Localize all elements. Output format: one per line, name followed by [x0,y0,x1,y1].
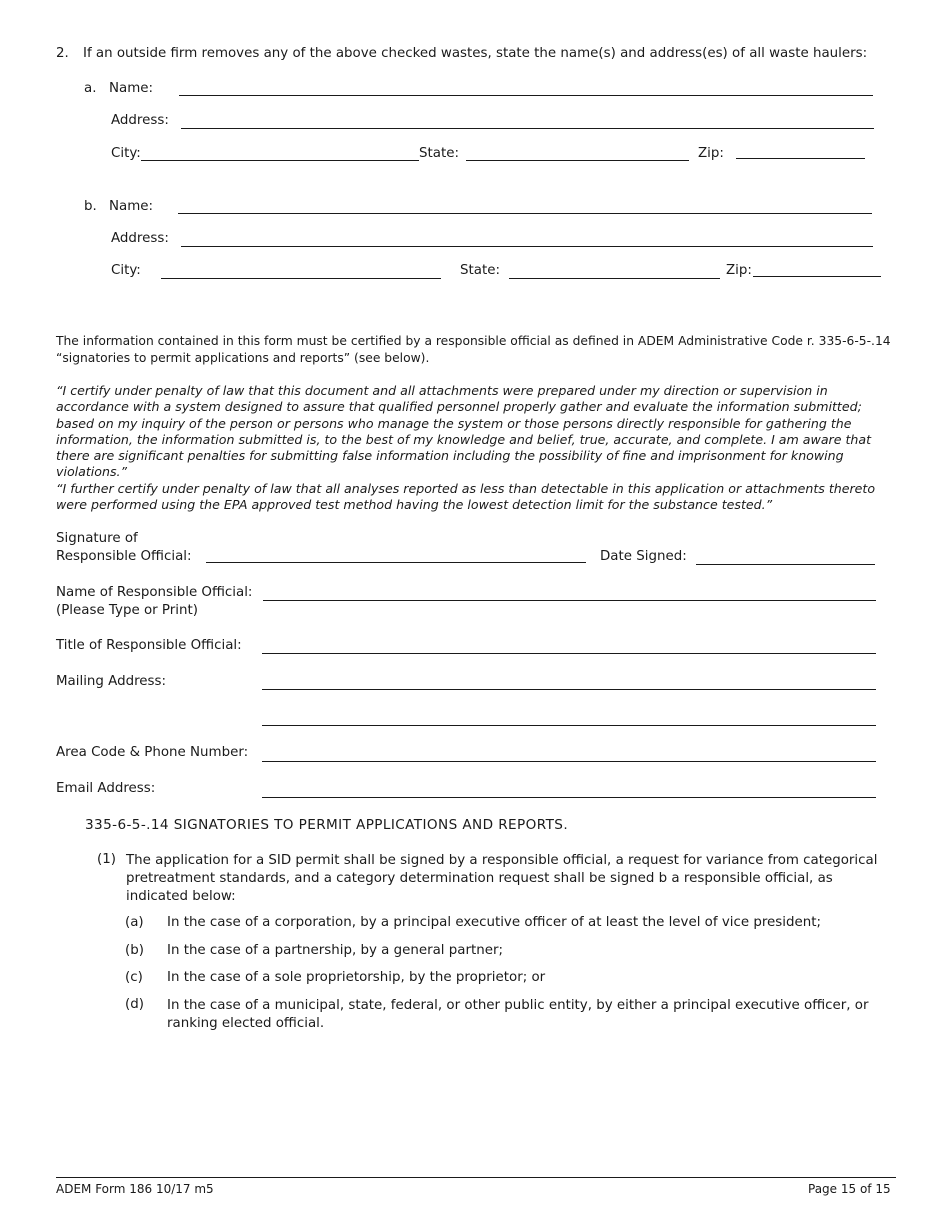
date-signed-label: Date Signed: [600,549,687,564]
official-name-label: Name of Responsible Official: [56,585,253,600]
official-title-label: Title of Responsible Official: [56,638,242,653]
subitem-b-letter: (b) [125,943,144,958]
date-signed-field[interactable] [696,564,875,565]
hauler-b-address-field[interactable] [181,246,873,247]
email-label: Email Address: [56,781,156,796]
certification-statement-1: “I certify under penalty of law that this document and all attachments were prepared under my direction or supervision in accordance with a system designed to assure that qualified personnel properly gather and evaluate the information submitted; based on my inquiry of the person or persons who manage the system or those persons directly responsible for gathering the information, the information submitted is, to the best of my knowledge and belief, true, accurate, and complete. I am aware that there are significant penalties for submitting false information including the possibility of fine and imprisonment for knowing violations.” [56,383,872,480]
hauler-b-zip-label: Zip: [726,263,752,278]
hauler-b-state-label: State: [460,263,500,278]
hauler-b-name-field[interactable] [178,213,872,214]
hauler-b-address-label: Address: [111,231,169,246]
email-field[interactable] [262,797,876,798]
question-number: 2. [56,46,69,61]
subitem-d-text: In the case of a municipal, state, federal, or other public entity, by either a principal executive officer, or ranking elected official. [167,998,869,1031]
phone-field[interactable] [262,761,876,762]
regulation-heading: 335-6-5-.14 SIGNATORIES TO PERMIT APPLICATIONS AND REPORTS. [85,817,569,833]
mailing-address-field-1[interactable] [262,689,876,690]
official-title-field[interactable] [262,653,876,654]
subitem-d-letter: (d) [125,997,144,1012]
subitem-a-letter: (a) [125,915,144,930]
signature-label-line1: Signature of [56,531,138,546]
hauler-a-state-field[interactable] [466,160,689,161]
subitem-b-text: In the case of a partnership, by a general partner; [167,943,503,958]
hauler-b-city-label: City: [111,263,141,278]
hauler-a-zip-label: Zip: [698,146,724,161]
footer-divider [56,1177,896,1178]
subitem-c-text: In the case of a sole proprietorship, by the proprietor; or [167,970,546,985]
hauler-a-city-field[interactable] [141,160,419,161]
hauler-a-letter: a. [84,81,97,96]
hauler-b-zip-field[interactable] [753,276,881,277]
footer-form-id: ADEM Form 186 10/17 m5 [56,1182,214,1196]
hauler-a-address-field[interactable] [181,128,874,129]
hauler-b-letter: b. [84,199,97,214]
official-name-sublabel: (Please Type or Print) [56,603,198,618]
phone-label: Area Code & Phone Number: [56,745,249,760]
hauler-b-city-field[interactable] [161,278,441,279]
certification-statement-2: “I further certify under penalty of law that all analyses reported as less than detectable in this application or attachments thereto were performed using the EPA approved test method having the lowest detection limit for the substance tested.” [56,481,876,513]
hauler-b-state-field[interactable] [509,278,720,279]
mailing-address-label: Mailing Address: [56,674,167,689]
signature-label-line2: Responsible Official: [56,549,192,564]
certification-intro-line1: The information contained in this form must be certified by a responsible official as defined in ADEM Administrative Code r. 335-6-5-.14 [56,334,891,348]
hauler-a-name-field[interactable] [179,95,873,96]
footer-page-number: Page 15 of 15 [808,1182,891,1196]
regulation-item-1-text: The application for a SID permit shall be signed by a responsible official, a request for variance from categorical pretreatment standards, and a category determination request shall be signed b a responsible official, as indicated below: [126,853,878,904]
subitem-c-letter: (c) [125,970,143,985]
hauler-b-name-label: Name: [109,199,154,214]
hauler-a-state-label: State: [419,146,459,161]
hauler-a-city-label: City: [111,146,141,161]
hauler-a-address-label: Address: [111,113,169,128]
certification-intro-line2: “signatories to permit applications and reports” (see below). [56,351,430,365]
hauler-a-zip-field[interactable] [736,158,865,159]
mailing-address-field-2[interactable] [262,725,876,726]
question-text: If an outside firm removes any of the above checked wastes, state the name(s) and address(es) of all waste haulers: [83,46,868,61]
signature-field[interactable] [206,562,586,563]
subitem-a-text: In the case of a corporation, by a principal executive officer of at least the level of vice president; [167,915,821,930]
hauler-a-name-label: Name: [109,81,154,96]
regulation-item-1-number: (1) [97,852,116,867]
official-name-field[interactable] [263,600,876,601]
